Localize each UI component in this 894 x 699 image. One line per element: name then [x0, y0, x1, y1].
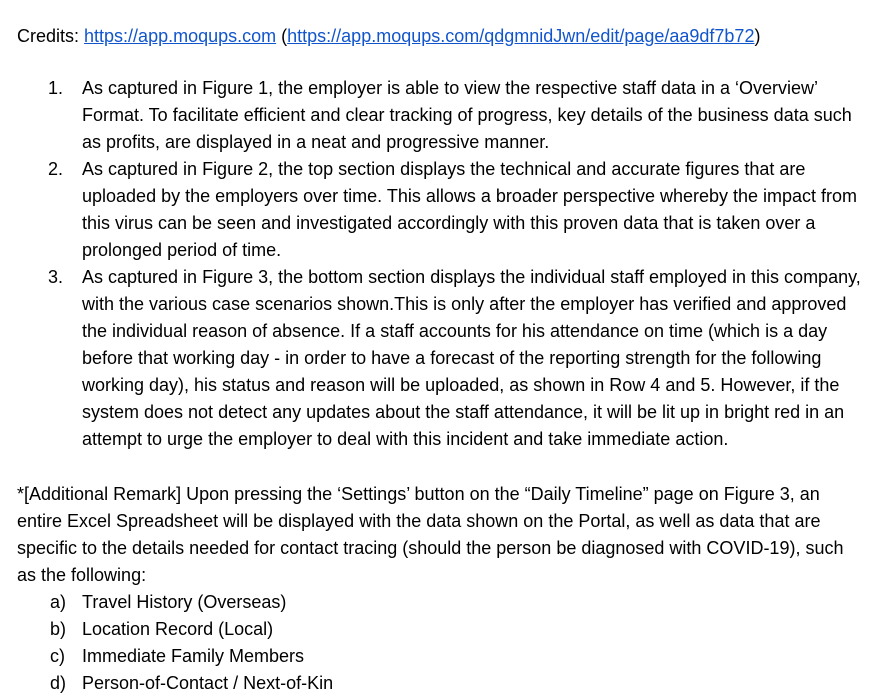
credits-open-paren: (: [276, 26, 288, 46]
list-item-text: As captured in Figure 2, the top section displays the technical and accurate figures that are uploaded by the employers over time. This allows a broader perspective whereby the impact from this virus can be seen and investigated accordingly with this proven data that is taken over a prolonged period of time.: [82, 159, 858, 260]
list-item: [0, 75, 862, 156]
list-item: [0, 616, 333, 643]
list-item-text: As captured in Figure 1, the employer is able to view the respective staff data in a ‘Overview’ Format. To facilitate efficient and clear tracking of progress, key details of the business data such as profits, are displayed in a neat and progressive manner.: [82, 78, 852, 152]
list-item: [0, 156, 862, 264]
list-marker: 2.: [48, 159, 64, 179]
figure-description-list: [0, 75, 894, 453]
moqups-project-link[interactable]: https://app.moqups.com/qdgmnidJwn/edit/page/aa9df7b72: [287, 26, 755, 46]
list-marker: 1.: [48, 78, 64, 98]
list-marker: c): [50, 646, 65, 666]
contact-tracing-list: [0, 589, 333, 697]
list-marker: 3.: [48, 267, 64, 287]
list-marker: d): [50, 673, 67, 693]
list-item: [0, 589, 333, 616]
list-item-text: As captured in Figure 3, the bottom section displays the individual staff employed in this company, with the various case scenarios shown.This is only after the employer has verified and approved the individual reason of absence. If a staff accounts for his attendance on time (which is a day before that working day - in order to have a forecast of the reporting strength for the following working day), his status and reason will be uploaded, as shown in Row 4 and 5. However, if the system does not detect any updates about the staff attendance, it will be lit up in bright red in an attempt to urge the employer to deal with this incident and take immediate action.: [82, 267, 861, 449]
moqups-home-link[interactable]: https://app.moqups.com: [84, 26, 277, 46]
credits-close-paren: ): [754, 26, 761, 46]
credits-label: Credits:: [17, 26, 85, 46]
list-item-text: Location Record (Local): [82, 619, 274, 639]
list-item: [0, 670, 333, 697]
additional-remark: *[Additional Remark] Upon pressing the ‘Settings’ button on the “Daily Timeline” page on Figure 3, an entire Excel Spreadsheet will be displayed with the data shown on the Portal, as well as data that are specific to the details needed for contact tracing (should the person be diagnosed with COVID-19), such as the following:: [17, 484, 844, 585]
list-item-text: Immediate Family Members: [82, 646, 305, 666]
list-item: [0, 643, 333, 670]
list-item-text: Travel History (Overseas): [82, 592, 287, 612]
list-item-text: Person-of-Contact / Next-of-Kin: [82, 673, 334, 693]
list-item: [0, 264, 862, 453]
list-marker: a): [50, 592, 67, 612]
list-marker: b): [50, 619, 67, 639]
credits-line: [17, 24, 760, 48]
